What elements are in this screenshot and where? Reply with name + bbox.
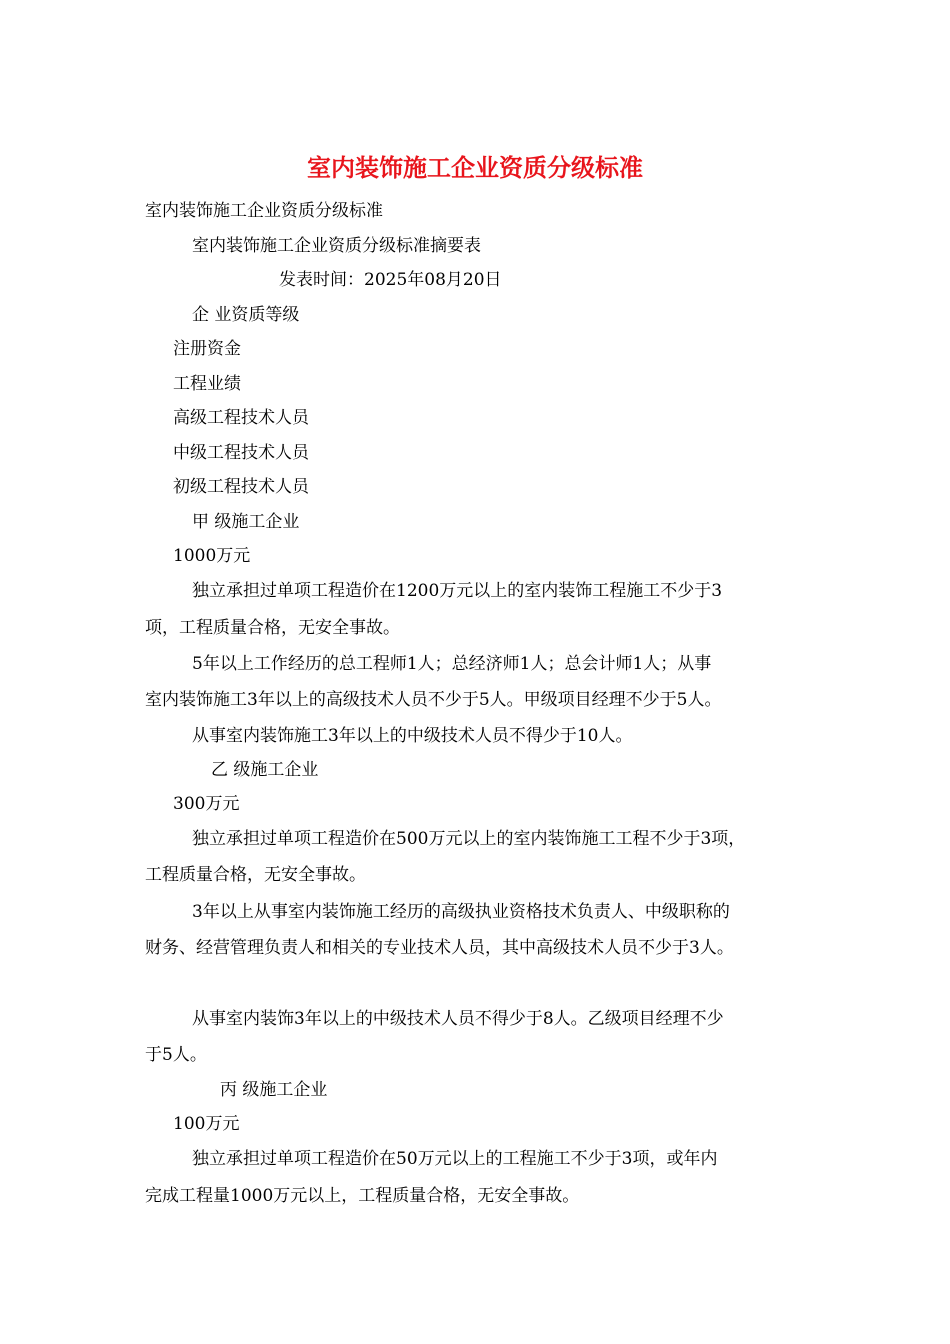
text-line: 完成工程量1000万元以上，工程质量合格，无安全事故。: [145, 1186, 580, 1206]
text-line: 室内装饰施工企业资质分级标准: [145, 201, 383, 221]
text-line: 从事室内装饰3年以上的中级技术人员不得少于8人。乙级项目经理不少: [192, 1009, 724, 1029]
grade-heading: 甲 级施工企业: [192, 512, 300, 532]
text-line: 5年以上工作经历的总工程师1人；总经济师1人；总会计师1人；从事: [192, 654, 712, 674]
text-line: 室内装饰施工3年以上的高级技术人员不少于5人。甲级项目经理不少于5人。: [145, 690, 722, 710]
text-line: 企 业资质等级: [192, 305, 300, 325]
text-line: 工程质量合格，无安全事故。: [145, 865, 366, 885]
text-line: 独立承担过单项工程造价在1200万元以上的室内装饰工程施工不少于3: [192, 581, 723, 601]
text-line: 独立承担过单项工程造价在50万元以上的工程施工不少于3项，或年内: [192, 1149, 718, 1169]
text-line: 1000万元: [173, 546, 251, 566]
grade-heading: 乙 级施工企业: [211, 760, 319, 780]
text-line: 于5人。: [145, 1045, 207, 1065]
document-title: 室内装饰施工企业资质分级标准: [307, 154, 643, 182]
text-line: 300万元: [173, 794, 240, 814]
text-line: 3年以上从事室内装饰施工经历的高级执业资格技术负责人、中级职称的: [192, 902, 730, 922]
grade-heading: 丙 级施工企业: [220, 1080, 328, 1100]
text-line: 注册资金: [173, 339, 241, 359]
text-line: 中级工程技术人员: [173, 443, 309, 463]
text-line: 100万元: [173, 1114, 240, 1134]
text-line: 独立承担过单项工程造价在500万元以上的室内装饰施工工程不少于3项，: [192, 829, 746, 849]
publish-date: 发表时间：2025年08月20日: [279, 270, 502, 290]
text-line: 项，工程质量合格，无安全事故。: [145, 618, 400, 638]
text-line: 从事室内装饰施工3年以上的中级技术人员不得少于10人。: [192, 726, 633, 746]
text-line: 初级工程技术人员: [173, 477, 309, 497]
text-line: 高级工程技术人员: [173, 408, 309, 428]
text-line: 财务、经营管理负责人和相关的专业技术人员，其中高级技术人员不少于3人。: [145, 938, 734, 958]
text-line: 工程业绩: [173, 374, 241, 394]
text-line: 室内装饰施工企业资质分级标准摘要表: [192, 236, 481, 256]
